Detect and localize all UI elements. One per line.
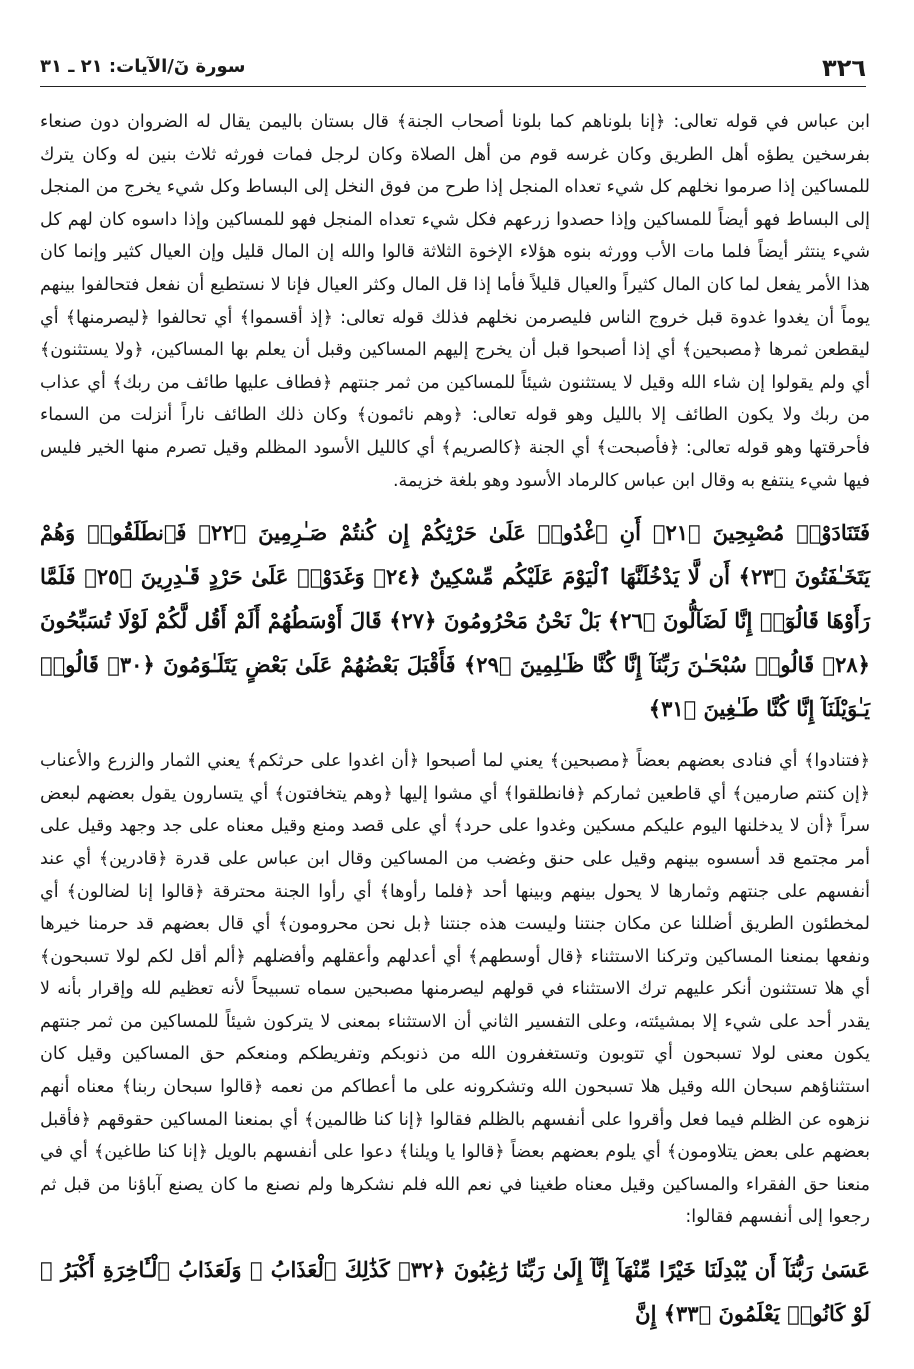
running-head: سورة نٓ/الآيات: ٢١ ـ ٣١ bbox=[40, 56, 246, 77]
quran-verses-21-31: فَتَنَادَوْا۟ مُصْبِحِينَ ﴿٢١﴾ أَنِ ٱغْدُوا۟ عَلَىٰ حَرْثِكُمْ إِن كُنتُمْ صَـٰرِمِينَ ﴿٢٢﴾ فَٱنطَلَقُوا۟ وَهُمْ يَتَخَـٰفَتُونَ ﴿٢٣﴾ أَن لَّا يَدْخُلَنَّهَا ٱلْيَوْمَ عَلَيْكُم مِّسْكِينٌ ﴿٢٤﴾ وَغَدَوْا۟ عَلَىٰ حَرْدٍ قَـٰدِرِينَ ﴿٢٥﴾ فَلَمَّا رَأَوْهَا قَالُوٓا۟ إِنَّا لَضَآلُّونَ ﴿٢٦﴾ بَلْ نَحْنُ مَحْرُومُونَ ﴿٢٧﴾ قَالَ أَوْسَطُهُمْ أَلَمْ أَقُل لَّكُمْ لَوْلَا تُسَبِّحُونَ ﴿٢٨﴾ قَالُوا۟ سُبْحَـٰنَ رَبِّنَآ إِنَّا كُنَّا ظَـٰلِمِينَ ﴿٢٩﴾ فَأَقْبَلَ بَعْضُهُمْ عَلَىٰ بَعْضٍ يَتَلَـٰوَمُونَ ﴿٣٠﴾ قَالُوا۟ يَـٰوَيْلَنَآ إِنَّا كُنَّا طَـٰغِينَ ﴿٣١﴾ bbox=[40, 520, 870, 722]
page-body bbox=[40, 106, 870, 1350]
page-header bbox=[40, 52, 866, 87]
quran-verses-32-33: عَسَىٰ رَبُّنَآ أَن يُبْدِلَنَا خَيْرًا مِّنْهَآ إِنَّآ إِلَىٰ رَبِّنَا رَٰغِبُونَ ﴿٣٢﴾ كَذَٰلِكَ ٱلْعَذَابُ ۖ وَلَعَذَابُ ٱلْـَٔاخِرَةِ أَكْبَرُ ۚ لَوْ كَانُوا۟ يَعْلَمُونَ ﴿٣٣﴾ إِنَّ bbox=[40, 1257, 870, 1327]
quran-verses-block-1 bbox=[40, 511, 870, 731]
quran-verses-block-2 bbox=[40, 1248, 870, 1336]
page-number: ٣٢٦ bbox=[822, 54, 866, 82]
commentary-paragraph-1: ابن عباس في قوله تعالى: ﴿إنا بلوناهم كما بلونا أصحاب الجنة﴾ قال بستان باليمن يقال له الضروان دون صنعاء بفرسخين يطؤه أهل الطريق وكان غرسه قوم من أهل الصلاة وكان لرجل فمات فورثه ثلاث بنين له وكان يترك للمساكين إذا صرموا نخلهم كل شيء تعداه المنجل إذا طرح من فوق النخل إلى البساط وكل شيء يخرج من المنجل إلى البساط فهو أيضاً للمساكين وإذا حصدوا زرعهم فكل شيء تعداه المنجل فهو للمساكين وإذا داسوه كان لهم كل شيء ينتثر أيضاً فلما مات الأب وورثه بنوه هؤلاء الإخوة الثلاثة قالوا والله إن المال قليل وإن العيال كثير وإنما كان هذا الأمر يفعل لما كان المال كثيراً والعيال قليلاً فأما إذا قل المال وكثر العيال فإنا لا نستطيع أن نفعل فتحالفوا بينهم يوماً أن يغدوا غدوة قبل خروج الناس فليصرمن نخلهم فذلك قوله تعالى: ﴿إذ أقسموا﴾ أي تحالفوا ﴿ليصرمنها﴾ أي ليقطعن ثمرها ﴿مصبحين﴾ أي إذا أصبحوا قبل أن يخرج إليهم المساكين وقبل أن يعلم بها المساكين، ﴿ولا يستثنون﴾ أي ولم يقولوا إن شاء الله وقيل لا يستثنون شيئاً للمساكين من ثمر جنتهم ﴿فطاف عليها طائف من ربك﴾ أي عذاب من ربك ولا يكون الطائف إلا بالليل وهو قوله تعالى: ﴿وهم نائمون﴾ وكان ذلك الطائف ناراً أنزلت من السماء فأحرقتها وهو قوله تعالى: ﴿فأصبحت﴾ أي الجنة ﴿كالصريم﴾ أي كالليل الأسود المظلم وقيل تصرم منها الخير فليس فيها شيء ينتفع به وقال ابن عباس كالرماد الأسود وهو بلغة خزيمة. bbox=[40, 112, 870, 491]
commentary-paragraph-2: ﴿فتنادوا﴾ أي فنادى بعضهم بعضاً ﴿مصبحين﴾ يعني لما أصبحوا ﴿أن اغدوا على حرثكم﴾ يعني الثمار والزرع والأعناب ﴿إن كنتم صارمين﴾ أي قاطعين ثماركم ﴿فانطلقوا﴾ أي مشوا إليها ﴿وهم يتخافتون﴾ أي يتسارون يقول بعضهم لبعض سراً ﴿أن لا يدخلنها اليوم عليكم مسكين وغدوا على حرد﴾ أي على قصد ومنع وقيل معناه على جد وجهد وقيل على أمر مجتمع قد أسسوه بينهم وقيل على حنق وغضب من المساكين وقال ابن عباس على قدرة ﴿قادرين﴾ أي عند أنفسهم على جنتهم وثمارها لا يحول بينهم وبينها أحد ﴿فلما رأوها﴾ أي رأوا الجنة محترقة ﴿قالوا إنا لضالون﴾ أي لمخطئون الطريق أضللنا عن مكان جنتنا وليست هذه جنتنا ﴿بل نحن محرومون﴾ أي قال بعضهم قد حرمنا خيرها ونفعها بمنعنا المساكين وتركنا الاستثناء ﴿قال أوسطهم﴾ أي أعدلهم وأعقلهم وأفضلهم ﴿ألم أقل لكم لولا تسبحون﴾ أي هلا تستثنون أنكر عليهم ترك الاستثناء في قولهم ليصرمنها مصبحين سماه تسبيحاً لأنه تعظيم لله وإقرار بأنه لا يقدر أحد على شيء إلا بمشيئته، وعلى التفسير الثاني أن الاستثناء بمعنى لا يتركون شيئاً للمساكين من ثمر جنتهم يكون معنى لولا تسبحون أي تتوبون وتستغفرون الله من ذنوبكم وتفريطكم ومنعكم حق المساكين وقيل كان استثناؤهم سبحان الله وقيل هلا تسبحون الله وتشكرونه على ما أعطاكم من نعمه ﴿قالوا سبحان ربنا﴾ معناه أنهم نزهوه عن الظلم فيما فعل وأقروا على أنفسهم بالظلم فقالوا ﴿إنا كنا ظالمين﴾ أي بمنعنا المساكين حقوقهم ﴿فأقبل بعضهم على بعض يتلاومون﴾ أي يلوم بعضهم بعضاً ﴿قالوا يا ويلنا﴾ دعوا على أنفسهم بالويل ﴿إنا كنا طاغين﴾ أي في منعنا حق الفقراء والمساكين وقيل معناه طغينا في نعم الله فلم نشكرها ولم نصنع ما كان يصنع آباؤنا من قبل ثم رجعوا إلى أنفسهم فقالوا: bbox=[40, 751, 870, 1228]
